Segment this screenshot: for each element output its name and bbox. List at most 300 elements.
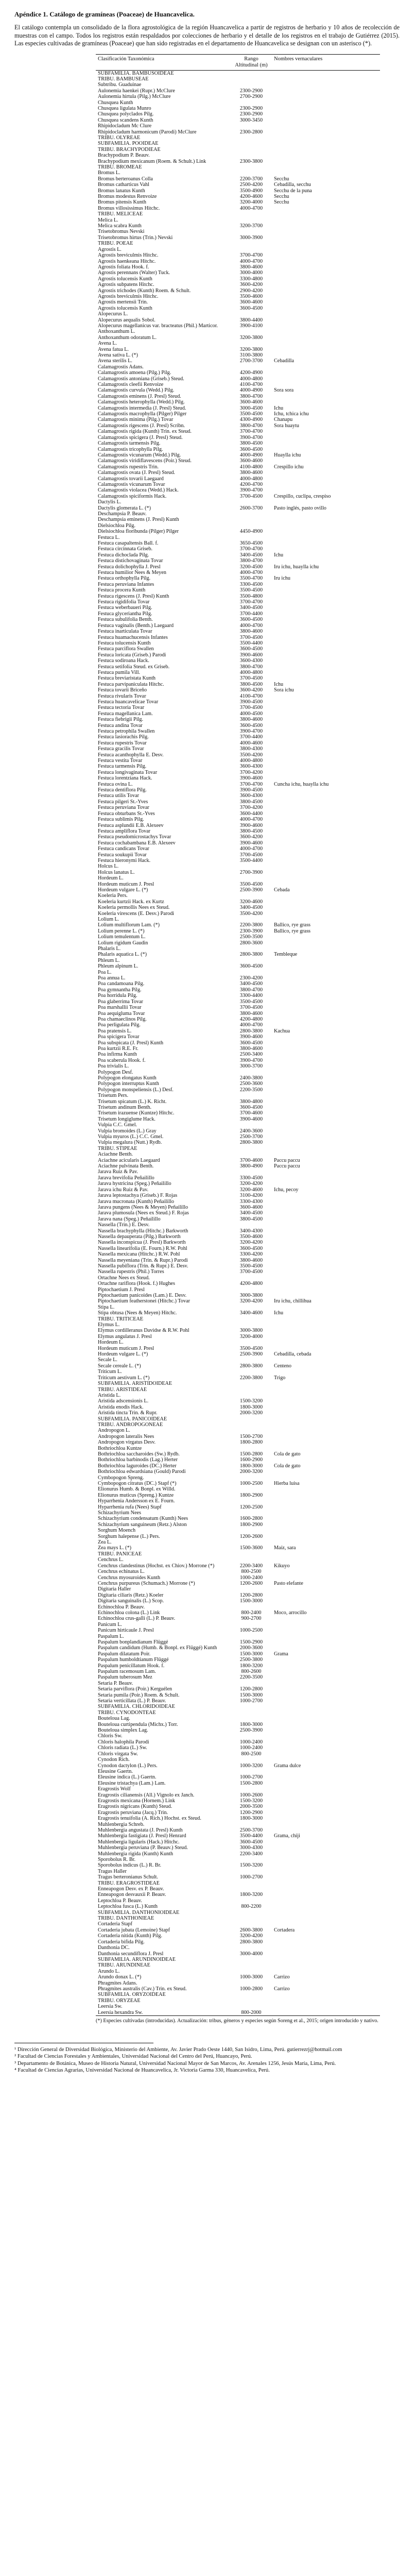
table-row [96,1992,380,1997]
table-row [96,1328,380,1333]
table-row [96,123,380,129]
table-row [96,1293,380,1298]
altitude-range-cell: 2000-3600 [239,1645,263,1651]
vernacular-names-cell [272,1586,380,1592]
altitude-range-cell [231,1322,272,1328]
altitude-range-cell: 2500-3500 [239,934,263,940]
table-row [96,1916,380,1921]
taxon-name-cell: Poa chamaeclinos Pilg. [98,1016,147,1022]
table-row [96,1493,380,1498]
table-row [96,1581,380,1586]
taxon-name-cell: Agrostis L. [98,246,122,252]
vernacular-names-cell [272,76,380,82]
vernacular-names-cell [272,1063,380,1069]
altitude-range-cell [231,499,272,505]
taxon-name-cell: Nassella (Trin.) E. Desv. [98,1222,150,1228]
taxon-name-cell: Cenchrus purpureus (Schumach.) Morrone (*) [98,1580,195,1586]
altitude-range-cell [231,1857,272,1862]
vernacular-names-cell [272,399,380,405]
taxon-name-cell: Festuca parciflora Swallen [98,646,154,652]
altitude-range-cell: 3700-4600 [239,1157,263,1163]
vernacular-names-cell [272,1886,380,1892]
table-row [96,1498,380,1504]
altitude-range-cell: 2000-3200 [239,1410,263,1416]
table-row [96,464,380,470]
vernacular-names-cell: Cola de gato [274,1451,301,1457]
table-row [96,1616,380,1621]
altitude-range-cell: 3200-3800 [239,334,263,341]
vernacular-names-cell [272,335,380,341]
vernacular-names-cell [272,1428,380,1433]
altitude-range-cell: 3800-4900 [239,1163,263,1170]
taxon-name-cell: Calamagrostis rigescens (J. Presl) Scribn. [98,422,185,429]
vernacular-names-cell [272,1962,380,1968]
taxon-name-cell: TRIBU. ARUNDINEAE [98,1962,150,1969]
taxon-name-cell: Cenchrus myosuroides Kunth [98,1574,161,1581]
table-row [96,194,380,199]
taxon-name-cell: Calamagrostis amoena (Pilg.) Pilg. [98,370,171,376]
footnote: ⁴ Facultad de Ciencias Agrarias, Universidad Nacional de Huancavelica, Jr. Victoria Garma 330, Huancavelica, Perú. [14,2067,270,2074]
vernacular-names-cell [272,117,380,123]
altitude-range-cell: 3700-4400 [239,611,263,617]
table-row [96,934,380,940]
vernacular-names-cell [272,558,380,564]
vernacular-names-cell [272,1469,380,1475]
vernacular-names-cell [272,1739,380,1745]
taxon-name-cell: Festuca lasiorachis Pilg. [98,734,149,740]
table-row [96,387,380,393]
vernacular-names-cell [272,1087,380,1093]
taxon-name-cell: Festuca L. [98,534,120,540]
taxon-name-cell: Deschampsia eminens (J. Presl) Kunth [98,517,179,523]
vernacular-names-cell [272,440,380,446]
table-row [96,594,380,599]
table-row [96,570,380,575]
vernacular-names-cell [272,1070,380,1075]
altitude-range-cell [231,875,272,881]
vernacular-names-cell [272,1674,380,1680]
taxon-name-cell: Setaria pumila (Poir.) Roem. & Schult. [98,1692,180,1698]
vernacular-names-cell [272,152,380,158]
altitude-range-cell: 2800-3800 [239,1140,263,1146]
altitude-range-cell: 1000-2500 [239,1481,263,1486]
altitude-range-cell: 2200-3500 [239,1087,263,1093]
table-row [96,147,380,152]
altitude-range-cell: 3700-4400 [239,734,263,740]
table-row [96,970,380,975]
vernacular-names-cell [272,846,380,852]
table-row [96,1457,380,1463]
taxon-name-cell: Trisetobromus Nevski [98,229,145,235]
vernacular-names-cell [272,793,380,799]
vernacular-names-cell [272,1122,380,1128]
altitude-range-cell: 2500-3900 [239,1727,263,1734]
taxon-name-cell: Chusquea Kunth [98,99,133,106]
taxon-name-cell: Poa glaberrima Tovar [98,998,143,1005]
taxon-name-cell: Poa annua L. [98,975,126,981]
table-row [96,1892,380,1897]
altitude-range-cell: 800-2500 [241,1569,262,1575]
vernacular-names-cell [272,1258,380,1263]
altitude-range-cell: 3700-4500 [239,1005,263,1011]
table-row [96,1980,380,1986]
vernacular-names-cell [272,476,380,482]
altitude-range-cell: 4000-4800 [239,476,263,482]
table-row [96,640,380,646]
vernacular-names-cell [272,1686,380,1692]
altitude-range-cell: 3700-4700 [239,429,263,435]
vernacular-names-cell [272,746,380,752]
taxon-name-cell: Dactylis L. [98,499,122,505]
table-row [96,70,380,76]
altitude-range-cell [231,1733,272,1739]
vernacular-names-cell [272,299,380,305]
table-row [96,1704,380,1709]
taxon-name-cell: Eleusine Gaertn. [98,1768,133,1774]
table-row [96,1962,380,1968]
table-row [96,875,380,881]
vernacular-names-cell [272,1169,380,1175]
table-row [96,429,380,434]
altitude-range-cell: 3000-4000 [239,270,263,276]
vernacular-names-cell [272,582,380,587]
altitude-range-cell [231,364,272,370]
vernacular-names-cell [272,770,380,775]
table-row [96,1810,380,1816]
table-row [96,405,380,411]
vernacular-names-cell [272,1140,380,1145]
altitude-range-cell [231,1710,272,1716]
taxon-name-cell: Festuca candicans Tovar [98,846,149,852]
vernacular-names-cell [272,1439,380,1445]
altitude-range-cell: 3000-3700 [239,1063,263,1070]
taxon-name-cell: Eragrostis cilianensis (All.) Vignolo ex Janch. [98,1792,195,1798]
vernacular-names-cell [272,1862,380,1868]
footnote: ¹ Dirección General de Diversidad Biológica, Ministerio del Ambiente, Av. Javier Prado Oeste 1440, San Isidro, Lima, Perú. gutierrezrj@hotmail.com [14,2046,342,2053]
altitude-range-cell: 2200-3400 [239,1563,263,1569]
altitude-range-cell [231,1622,272,1628]
vernacular-names-cell [272,394,380,399]
altitude-range-cell: 3200-4000 [239,1333,263,1340]
table-row [96,922,380,928]
vernacular-names-cell [272,1016,380,1022]
altitude-range-cell [231,893,272,899]
vernacular-names-cell: Centeno [274,1363,291,1369]
altitude-range-cell: 1000-2800 [239,1986,263,1992]
vernacular-names-cell [272,1398,380,1404]
vernacular-names-cell [272,1151,380,1157]
taxon-name-cell: Poa kurtzii R.E. Fr. [98,1045,139,1052]
vernacular-names-cell [272,1845,380,1851]
altitude-range-cell [231,247,272,252]
table-row [96,664,380,670]
altitude-range-cell: 3800-4400 [239,317,263,323]
vernacular-names-cell [272,1916,380,1921]
vernacular-names-cell [272,611,380,617]
altitude-range-cell [231,535,272,540]
taxon-name-cell: Nassella brachyphylla (Hitchc.) Barkworth [98,1228,188,1234]
taxon-name-cell: Festuca setifolia Steud. ex Griseb. [98,664,170,670]
altitude-range-cell [231,1898,272,1904]
table-row [96,1951,380,1957]
vernacular-names-cell [272,1446,380,1451]
vernacular-names-cell [272,1334,380,1340]
taxon-name-cell: Cortaderia nitida (Kunth) Pilg. [98,1933,163,1939]
altitude-range-cell: 2200-3800 [239,922,263,928]
vernacular-names-cell [272,1939,380,1945]
altitude-range-cell: 2500-3900 [239,887,263,893]
taxon-name-cell: SUBFAMILIA. ORYZOIDEAE [98,1992,166,1998]
altitude-range-cell: 3000-3800 [239,1293,263,1298]
altitude-range-cell: 3200-4200 [239,1181,263,1187]
vernacular-names-cell [272,1816,380,1821]
table-row [96,1763,380,1769]
altitude-range-cell: 800-2600 [241,1669,262,1674]
vernacular-names-cell [272,1534,380,1539]
vernacular-names-cell [272,470,380,476]
vernacular-names-cell [272,1557,380,1563]
table-row [96,1757,380,1762]
vernacular-names-cell [272,364,380,370]
altitude-range-cell [231,1586,272,1592]
taxon-name-cell: Festuca dolichophylla J. Presl [98,564,161,570]
taxon-name-cell: Chloris radiata (L.) Sw. [98,1745,147,1751]
table-row [96,1193,380,1198]
altitude-range-cell [231,1957,272,1962]
altitude-range-cell: 3500-4500 [239,1263,263,1269]
table-row [96,1833,380,1839]
vernacular-names-cell [272,899,380,905]
table-row [96,1093,380,1098]
vernacular-names-cell [272,1210,380,1216]
table-row [96,958,380,963]
vernacular-names-cell [272,341,380,346]
vernacular-names-cell: Kachua [274,1028,290,1034]
table-row [96,1146,380,1151]
vernacular-names-cell [272,306,380,311]
table-row [96,94,380,99]
table-row [96,1504,380,1510]
altitude-range-cell: 4100-4800 [239,464,263,470]
table-row [96,358,380,364]
table-row [96,447,380,452]
taxon-name-cell: TRIBU. STIPEAE [98,1145,137,1151]
vernacular-names-cell [272,100,380,106]
taxon-name-cell: Festuca huamachucensis Infantes [98,634,168,640]
taxon-name-cell: Leersia Sw. [98,2004,123,2010]
table-row [96,1158,380,1163]
table-row [96,770,380,775]
altitude-range-cell: 2300-3900 [239,928,263,934]
vernacular-names-cell [272,805,380,810]
taxon-name-cell: Festuca sublimis Pilg. [98,817,144,823]
taxon-name-cell: Calamagrostis macrophylla (Pilger) Pilger [98,411,187,417]
vernacular-names-cell [272,1904,380,1909]
table-row [96,1886,380,1892]
taxon-name-cell: Chloris Sw. [98,1733,123,1739]
vernacular-names-cell [272,1804,380,1809]
taxon-name-cell: Jarava nana (Speg.) Peñailillo [98,1216,161,1222]
taxon-name-cell: Agrostis trichodes (Kunth) Roem. & Schult. [98,287,191,294]
table-row [96,1657,380,1663]
taxon-name-cell: Festuca pumila Vill. [98,669,141,675]
vernacular-names-cell [272,1933,380,1939]
vernacular-names-cell: Ichu [274,1310,284,1316]
taxon-name-cell: TRIBU. CYNODONTEAE [98,1709,156,1716]
taxon-name-cell: Nassella pubiflora (Trin. & Rupr.) E. Desv. [98,1263,188,1269]
vernacular-names-cell: Ichu [274,405,284,411]
altitude-range-cell [231,1757,272,1762]
vernacular-names-cell [272,1322,380,1328]
taxon-name-cell: Bothriochloa laguroides (DC.) Herter [98,1463,177,1469]
taxon-name-cell: Calamagrostis eminens (J. Presl) Steud. [98,393,181,399]
altitude-range-cell: 4450-4900 [239,529,263,535]
taxon-name-cell: Festuca sodiroana Hack. [98,658,149,664]
taxon-name-cell: Agrostis tolucensis Kunth [98,276,152,282]
altitude-range-cell: 2500-3700 [239,1827,263,1833]
taxon-name-cell: Festuca casapaltensis Ball. f. [98,540,159,546]
vernacular-names-cell [272,499,380,505]
taxon-name-cell: Phragmites Adans. [98,1980,137,1986]
altitude-range-cell [231,1539,272,1545]
taxon-name-cell: Andropogon virgatus Desv. [98,1439,156,1446]
vernacular-names-cell [272,294,380,299]
vernacular-names-cell [272,1774,380,1780]
altitude-range-cell: 3800-4600 [239,1010,263,1016]
vernacular-names-cell [272,487,380,493]
table-row [96,746,380,752]
taxon-name-cell: Calamagrostis curvula (Wedd.) Pilg. [98,387,175,394]
vernacular-names-cell [272,1998,380,2004]
vernacular-names-cell [272,1222,380,1228]
altitude-range-cell: 2400-3600 [239,1128,263,1134]
altitude-range-cell: 2300-4200 [239,975,263,981]
taxon-name-cell: Bothriochloa Kuntze [98,1445,142,1451]
taxon-name-cell: Koeleria Pers. [98,893,128,899]
taxon-name-cell: Zea L. [98,1539,112,1546]
table-row [96,1722,380,1727]
table-row [96,1005,380,1010]
taxon-name-cell: Phleum L. [98,957,120,963]
taxon-name-cell: Aciachne Benth. [98,1151,133,1158]
table-row [96,893,380,899]
taxon-name-cell: Aristida adscensionis L. [98,1398,149,1404]
altitude-range-cell: 1500-3200 [239,1798,263,1804]
taxon-name-cell: Poa horridula Pilg. [98,993,137,999]
table-row [96,1798,380,1804]
taxon-name-cell: Festuca petrophila Swallen [98,728,155,734]
altitude-range-cell: 3000-4300 [239,1845,263,1851]
altitude-range-cell [231,1475,272,1481]
taxon-name-cell: Paspalum penicillatum Hook. f. [98,1663,165,1669]
taxon-name-cell: Festuca soukupii Tovar [98,852,147,858]
taxon-name-cell: Agrostis foliata Hook. f. [98,264,149,270]
altitude-range-cell [231,1146,272,1151]
altitude-range-cell: 3600-4200 [239,834,263,840]
taxon-name-cell: Calamagrostis violacea (Wedd.) Hack. [98,487,179,494]
vernacular-names-cell [272,546,380,552]
altitude-range-cell: 1200-2800 [239,1686,263,1692]
taxon-name-cell: Festuca cochabambana E.B. Alexeev [98,840,176,846]
table-row [96,993,380,998]
vernacular-names-cell [272,88,380,94]
vernacular-names-cell [272,1116,380,1122]
vernacular-names-cell: Trigo [274,1375,286,1381]
table-row [96,235,380,241]
vernacular-names-cell [272,288,380,294]
vernacular-names-cell [272,317,380,323]
taxon-name-cell: Festuca dichoclada Pilg. [98,552,149,558]
taxon-name-cell: Festuca pilgeri St.-Yves [98,799,148,805]
taxon-name-cell: Festuca ampliflora Tovar [98,828,151,834]
altitude-range-cell: 3400-4500 [239,1210,263,1216]
table-row [96,1539,380,1545]
altitude-range-cell: 3400-4500 [239,905,263,911]
taxon-name-cell: Festuca glyceriantha Pilg. [98,611,152,617]
altitude-range-cell: 3500-4600 [239,293,263,299]
vernacular-names-cell [272,511,380,517]
table-row [96,1939,380,1945]
vernacular-names-cell [272,993,380,998]
taxon-name-cell: Cynodon Rich. [98,1757,130,1763]
taxon-name-cell: Festuca circinnata Griseb. [98,546,153,552]
altitude-range-cell: 4200-4700 [239,481,263,487]
table-row [96,1622,380,1628]
altitude-range-cell: 800-2400 [241,1609,262,1616]
table-row [96,1281,380,1286]
table-row [96,517,380,522]
table-row [96,828,380,834]
vernacular-names-cell [272,276,380,282]
taxon-name-cell: Echinochloa crus-galli (L.) P. Beauv. [98,1616,176,1622]
altitude-range-cell: 4000-4700 [239,205,263,211]
taxon-name-cell: Festuca utilis Tovar [98,793,140,799]
altitude-range-cell: 2300-2800 [239,129,263,135]
table-row [96,1469,380,1475]
altitude-range-cell [231,958,272,963]
vernacular-names-cell [272,106,380,111]
table-row [96,1874,380,1880]
vernacular-names-cell [272,1457,380,1463]
taxon-name-cell: Chloris halophila Parodi [98,1739,149,1745]
table-row [96,1340,380,1345]
taxon-name-cell: Bothriochloa barbinodis (Lag.) Herter [98,1457,178,1463]
taxon-name-cell: Piptochaetium featherstonei (Hitchc.) Tovar [98,1298,191,1304]
taxon-name-cell: Bromus villosissimus Hitchc. [98,205,160,211]
vernacular-names-cell [272,229,380,234]
taxon-name-cell: Polypogon interruptus Kunth [98,1081,159,1087]
table-row [96,1998,380,2004]
altitude-range-cell: 3900-4600 [239,840,263,846]
taxon-name-cell: SUBFAMILIA. DANTHONIOIDEAE [98,1909,180,1916]
altitude-range-cell: 4100-4700 [239,382,263,388]
taxon-name-cell: TRIBU. OLYREAE [98,134,141,141]
altitude-range-cell [231,1551,272,1557]
altitude-range-cell: 1000-3000 [239,1974,263,1980]
vernacular-names-cell [272,1510,380,1516]
vernacular-names-cell [272,1698,380,1704]
table-row [96,1381,380,1386]
taxon-name-cell: Aristida L. [98,1392,121,1398]
altitude-range-cell [231,511,272,517]
altitude-range-cell: 3300-4500 [239,581,263,587]
altitude-range-cell: 3400-4500 [239,981,263,987]
vernacular-names-cell [272,217,380,223]
vernacular-names-cell [272,135,380,141]
altitude-range-cell: 3500-4400 [239,1833,263,1839]
taxon-name-cell: Muhlenbergia Schreb. [98,1821,145,1827]
altitude-range-cell: 3300-4400 [239,993,263,999]
